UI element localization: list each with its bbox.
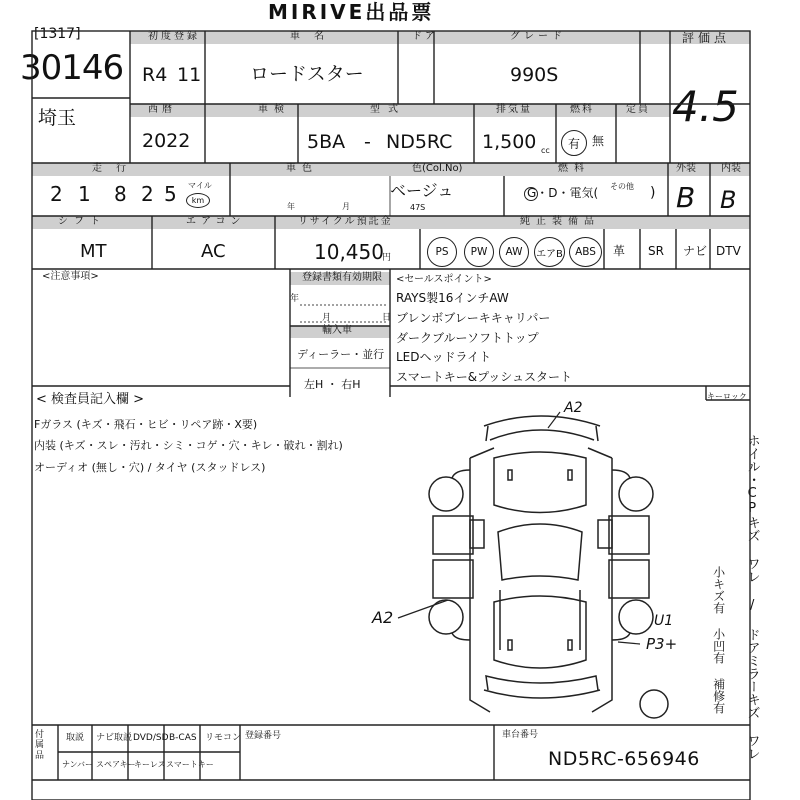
label-fuel: 燃料 [570,104,594,115]
aircon-value: AC [201,241,226,262]
label-notes: <注意事項> [42,271,99,282]
equip-leather: 革 [613,244,626,258]
color-value: ベージュ [390,181,454,200]
mileage-digit-1: 2 [50,182,63,206]
inspector-note-audio: オーディオ (無し・穴) / タイヤ (スタッドレス) [34,461,266,474]
mark-right: U1 [654,613,674,629]
mileage-digit-2: 1 [78,182,91,206]
selling-point-5: スマートキー&プッシュスタート [396,370,573,384]
lot-number: 30146 [20,48,124,88]
label-chassis: 車台番号 [502,730,539,740]
equip-sunroof: SR [648,244,664,258]
displacement-value: 1,500 [482,131,537,153]
selling-point-1: RAYS製16インチAW [396,291,509,305]
fuel-yes: 有 [567,136,580,151]
diagram-left-rear-door [433,560,473,598]
selling-point-2: ブレンボブレーキキャリパー [396,311,551,325]
displacement-unit: cc [541,146,550,155]
equip-aw: AW [505,246,523,258]
diagram-left-front-door [433,516,473,554]
label-accessories: 付属品 [35,730,45,761]
inspection-year-label: 年 [287,202,295,211]
side-note-main: ホイル・CPキズ ワレ / ドアミラーキズ ワレ [744,434,760,760]
label-fuel-type: 燃料 [558,163,590,174]
diagram-rear-bumper [484,690,600,698]
accessory-bcas: B-CAS [169,733,197,743]
label-vehicle-inspection: 車検 [258,104,290,115]
sheet-title: MIRIVE出品票 [268,0,435,24]
label-exterior: 外装 [676,163,696,174]
diagram-windshield [498,524,582,580]
label-inspector: < 検査員記入欄 > [36,392,145,407]
shift-value: MT [80,241,107,262]
label-capacity: 定員 [626,104,650,115]
fuel-no: 無 [592,134,605,148]
equip-ps: PS [435,246,449,258]
accessory-plate: ナンバー [62,760,94,769]
region: 埼玉 [38,107,77,129]
inspector-note-glass: Fガラス (キズ・飛石・ヒビ・リペア跡・X要) [34,418,258,431]
label-rating: 評価点 [682,31,731,45]
diagram-right-rear-door [609,560,649,598]
label-first-registration: 初度登録 [148,31,200,42]
import-dealer: ディーラー・並行 [297,348,385,361]
mileage-digit-5: 5 [164,182,177,206]
label-reg-number: 登録番号 [245,731,282,741]
label-reg-year: 西暦 [148,104,176,115]
diagram-hood [494,452,586,513]
accessory-remote: リモコン [205,733,242,743]
rating-value: 4.5 [672,82,739,131]
accessory-spare-key: スペアキー [96,760,136,769]
equip-abs: ABS [575,246,596,258]
label-equipment: 純正装備品 [520,216,600,227]
accessory-manual: 取説 [66,733,85,743]
label-aircon: エアコン [186,216,246,227]
chassis-number: ND5RC-656946 [548,748,700,770]
mileage-digit-4: 2 [141,182,154,206]
mileage-digit-3: 8 [114,182,127,206]
label-displacement: 排気量 [496,104,532,115]
import-steering: 左H ・ 右H [304,378,361,391]
label-interior: 内装 [721,163,741,174]
label-reg-expiry: 登録書類有効期限 [302,272,382,283]
diagram-wheel-fl [429,477,463,511]
exterior-grade: B [676,181,696,214]
expiry-day-label: 日 [382,313,392,323]
mileage-km: km [191,196,205,205]
selling-point-3: ダークブルーソフトトップ [396,331,539,345]
inspector-note-interior: 内装 (キズ・スレ・汚れ・シミ・コゲ・穴・キレ・破れ・割れ) [34,439,343,452]
expiry-year-label: 年 [290,294,300,304]
label-selling-points: <セールスポイント> [396,274,492,285]
label-import: 輸入車 [322,325,352,336]
diagram-spare [640,690,668,718]
label-color: 車色 [286,163,318,174]
diagram-front-bumper [484,416,600,426]
first-reg-era: R4 [142,64,168,86]
fuel-close: ) [650,185,656,201]
side-note-sub: 小キズ有 小凹有 補修有 [711,566,726,714]
model-prefix: 5BA [307,131,346,153]
equip-dtv: DTV [716,244,741,258]
label-model: 型式 [370,104,406,115]
model-code: ND5RC [386,131,453,153]
equip-navi: ナビ [683,244,708,258]
equip-airbag: エアB [536,248,563,260]
diagram-right-front-door [609,516,649,554]
mark-top: A2 [564,400,583,416]
inspection-month-label: 月 [342,202,350,211]
label-color-no: 色(Col.No) [412,163,463,174]
diagram-wheel-fr [619,477,653,511]
interior-grade: B [720,186,737,214]
expiry-month-label: 月 [322,313,332,323]
model-dash: - [364,131,371,153]
reg-year-value: 2022 [142,130,191,152]
mark-right-2: P3+ [646,635,678,653]
first-reg-month: 11 [177,64,202,86]
grade-value: 990S [510,64,559,86]
label-shift: シフト [58,216,106,227]
label-grade: グレード [510,31,566,42]
label-car-name: 車名 [290,31,338,42]
diagram-wheel-rr [619,600,653,634]
diagram-trunk [494,596,586,668]
color-code: 47S [410,203,426,212]
selling-point-4: LEDヘッドライト [396,350,492,364]
recycle-unit: 円 [382,253,392,263]
equip-pw: PW [470,246,488,258]
accessory-smart-key: スマートキー [166,760,214,769]
fuel-options: G・D・電気( [527,186,599,200]
accessory-keyless: キーレス [134,760,166,769]
label-doors: ドア [412,31,438,42]
label-keyring: キーロック [707,392,747,401]
car-name-value: ロードスター [250,63,364,85]
mark-left: A2 [372,608,394,627]
accessory-navi-manual: ナビ取説 [96,733,133,743]
label-recycle: リサイクル預託金 [298,216,393,227]
fuel-other: その他 [610,182,634,191]
accessory-dvd-sd: DVD/SD [133,733,169,743]
label-mileage: 走行 [92,163,140,174]
mileage-miles: マイル [188,181,212,190]
lot-code: [1317] [34,26,81,42]
recycle-fee: 10,450 [314,240,384,264]
